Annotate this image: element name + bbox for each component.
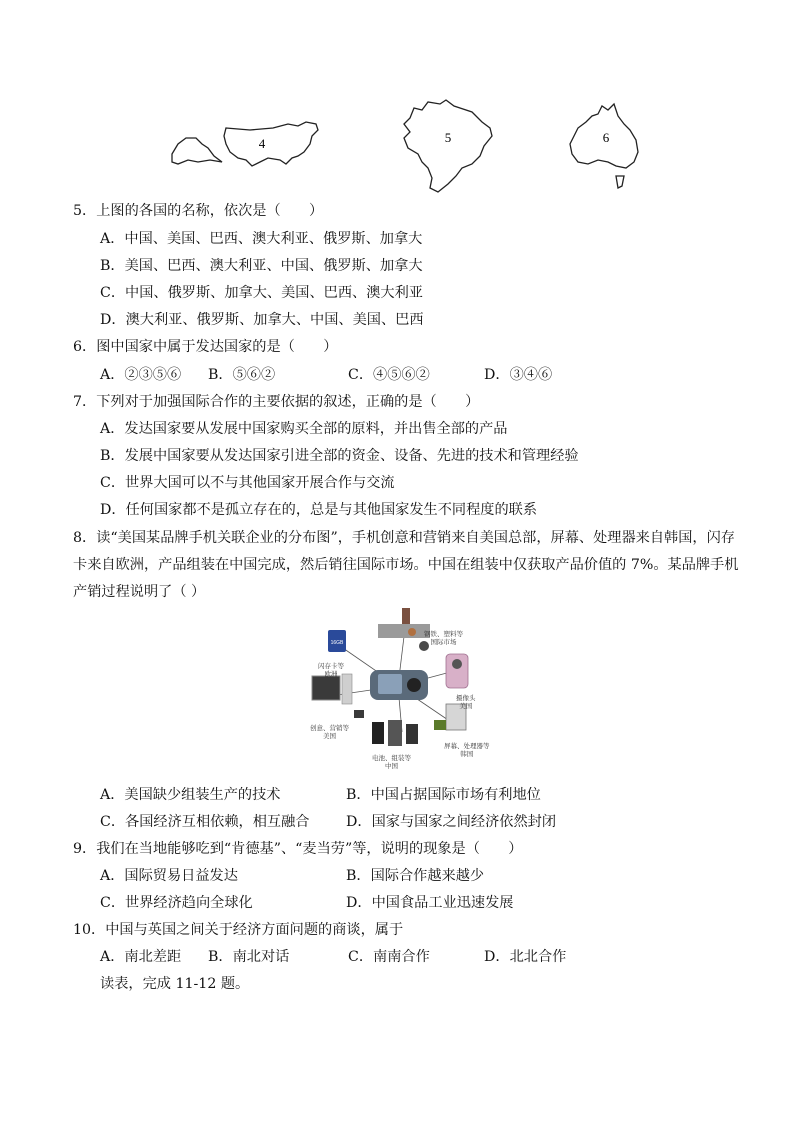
question-10-option-c[interactable]: C．南南合作 (348, 949, 430, 965)
laptop-icon (378, 624, 430, 638)
question-5-option-c[interactable]: C．中国、俄罗斯、加拿大、美国、巴西、澳大利亚 (100, 285, 423, 301)
question-10-option-b[interactable]: B．南北对话 (208, 949, 290, 965)
question-9-option-b[interactable]: B．国际合作越来越少 (346, 868, 485, 884)
label-korea: 屏幕、处理器等 韩国 (444, 742, 490, 758)
question-7-option-c[interactable]: C．世界大国可以不与其他国家开展合作与交流 (100, 475, 395, 491)
question-6-option-b[interactable]: B．⑤⑥② (208, 367, 276, 383)
question-6-option-d[interactable]: D．③④⑥ (484, 367, 553, 383)
map-number: 6 (602, 130, 610, 145)
map-number: 5 (444, 130, 452, 145)
table-instruction: 读表，完成 11-12 题。 (100, 976, 250, 992)
processor-icon (434, 720, 446, 730)
question-8-option-a[interactable]: A．美国缺少组装生产的技术 (100, 787, 281, 803)
question-8-option-b[interactable]: B．中国占据国际市场有利地位 (346, 787, 541, 803)
question-10-stem: 10．中国与英国之间关于经济方面问题的商谈，属于 (73, 922, 404, 938)
country-maps (160, 96, 650, 194)
question-8-option-d[interactable]: D．国家与国家之间经济依然封闭 (346, 814, 557, 830)
question-8-stem-line-1: 8．读“美国某品牌手机关联企业的分布图”，手机创意和营销来自美国总部，屏幕、处理器来自韩国，闪存 (73, 530, 735, 546)
question-5-option-d[interactable]: D．澳大利亚、俄罗斯、加拿大、中国、美国、巴西 (100, 312, 424, 328)
question-8-stem-line-2: 卡来自欧洲，产品组装在中国完成，然后销往国际市场。中国在组装中仅获取产品价值的 7%。某品牌手机 (73, 557, 739, 573)
label-china: 电池、组装等 中国 (372, 754, 411, 770)
map-brazil (400, 98, 495, 194)
question-10-options (100, 948, 566, 966)
question-10-option-a[interactable]: A．南北差距 (100, 949, 182, 965)
phone-supply-chain-diagram (306, 604, 492, 774)
question-8-option-c[interactable]: C．各国经济互相依赖，相互融合 (100, 814, 310, 830)
question-5-option-b[interactable]: B．美国、巴西、澳大利亚、中国、俄罗斯、加拿大 (100, 258, 423, 274)
question-9-stem: 9．我们在当地能够吃到“肯德基”、“麦当劳”等，说明的现象是（ ） (73, 841, 523, 857)
question-10-option-d[interactable]: D．北北合作 (484, 949, 567, 965)
label-europe: 闪存卡等 欧洲 (318, 662, 344, 678)
factory-icon (402, 608, 410, 624)
question-7-option-b[interactable]: B．发展中国家要从发达国家引进全部的资金、设备、先进的技术和管理经验 (100, 448, 579, 464)
question-8-stem-line-3: 产销过程说明了（ ） (73, 584, 206, 600)
question-5-stem: 5．上图的各国的名称，依次是（ ） (73, 203, 324, 219)
question-9-option-c[interactable]: C．世界经济趋向全球化 (100, 895, 253, 911)
question-7-option-d[interactable]: D．任何国家都不是孤立存在的，总是与其他国家发生不同程度的联系 (100, 502, 538, 518)
question-5-option-a[interactable]: A．中国、美国、巴西、澳大利亚、俄罗斯、加拿大 (100, 231, 423, 247)
label-usa-hq: 创意、营销等 美国 (310, 724, 349, 740)
question-7-option-a[interactable]: A．发达国家要从发展中国家购买全部的原料，并出售全部的产品 (100, 421, 508, 437)
memory-card-label: 16GB (330, 640, 344, 646)
map-australia (568, 100, 648, 192)
question-7-stem: 7．下列对于加强国际合作的主要依据的叙述，正确的是（ ） (73, 394, 480, 410)
label-international-market: 钢铁、塑料等 国际市场 (424, 630, 463, 646)
question-6-stem: 6．图中国家中属于发达国家的是（ ） (73, 339, 338, 355)
map-number: 4 (258, 136, 266, 151)
label-usa-camera: 摄像头 美国 (456, 694, 476, 710)
battery-icon (372, 722, 384, 744)
question-6-option-a[interactable]: A．②③⑤⑥ (100, 367, 182, 383)
question-6-options (100, 366, 552, 384)
computer-icon (312, 676, 340, 700)
map-usa (168, 118, 323, 170)
question-9-option-d[interactable]: D．中国食品工业迅速发展 (346, 895, 514, 911)
question-9-option-a[interactable]: A．国际贸易日益发达 (100, 868, 238, 884)
question-6-option-c[interactable]: C．④⑤⑥② (348, 367, 430, 383)
